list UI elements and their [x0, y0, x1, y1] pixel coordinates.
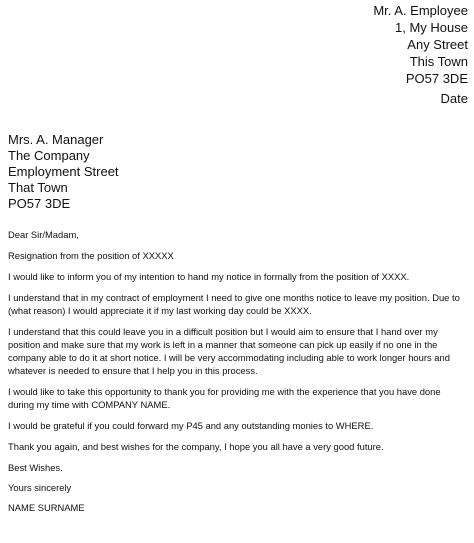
sender-name: Mr. A. Employee	[373, 3, 468, 18]
recipient-address	[8, 132, 119, 212]
salutation: Dear Sir/Madam,	[8, 229, 79, 240]
sender-address-line-2: Any Street	[407, 37, 468, 52]
recipient-town: That Town	[8, 180, 68, 195]
recipient-postcode: PO57 3DE	[8, 196, 71, 211]
recipient-name: Mrs. A. Manager	[8, 132, 104, 147]
sender-address	[373, 2, 468, 87]
signature-name: NAME SURNAME	[8, 502, 85, 513]
paragraph-future: Thank you again, and best wishes for the company, I hope you all have a very good future.	[8, 441, 384, 452]
subject-line: Resignation from the position of XXXXX	[8, 250, 174, 261]
letter-body	[8, 228, 466, 521]
recipient-street: Employment Street	[8, 164, 119, 179]
paragraph-p45: I would be grateful if you could forward my P45 and any outstanding monies to WHERE.	[8, 420, 374, 431]
sender-town: This Town	[409, 54, 468, 69]
closing: Yours sincerely	[8, 482, 72, 493]
paragraph-contract: I understand that in my contract of employment I need to give one months notice to leave my position. Due to (what reason) I would appreciate it if my last working day could be XXXX.	[8, 292, 460, 316]
sender-postcode: PO57 3DE	[405, 71, 468, 86]
recipient-company: The Company	[8, 148, 90, 163]
paragraph-handover: I understand that this could leave you in a difficult position but I would aim to ensure that I hand over my position and make sure that my work is left in a manner that someone can pick up easily if no one in the company able to do it at short notice. I will be very accommodating including able to work longer hours and whatever is needed to ensure that I help you in this process.	[8, 326, 450, 376]
sender-address-line-1: 1, My House	[395, 20, 468, 35]
best-wishes: Best Wishes.	[8, 462, 63, 473]
paragraph-thanks: I would like to take this opportunity to thank you for providing me with the experience that you have done during my time with COMPANY NAME.	[8, 386, 441, 410]
paragraph-notice: I would like to inform you of my intention to hand my notice in formally from the position of XXXX.	[8, 271, 410, 282]
letter-date: Date	[440, 91, 468, 106]
